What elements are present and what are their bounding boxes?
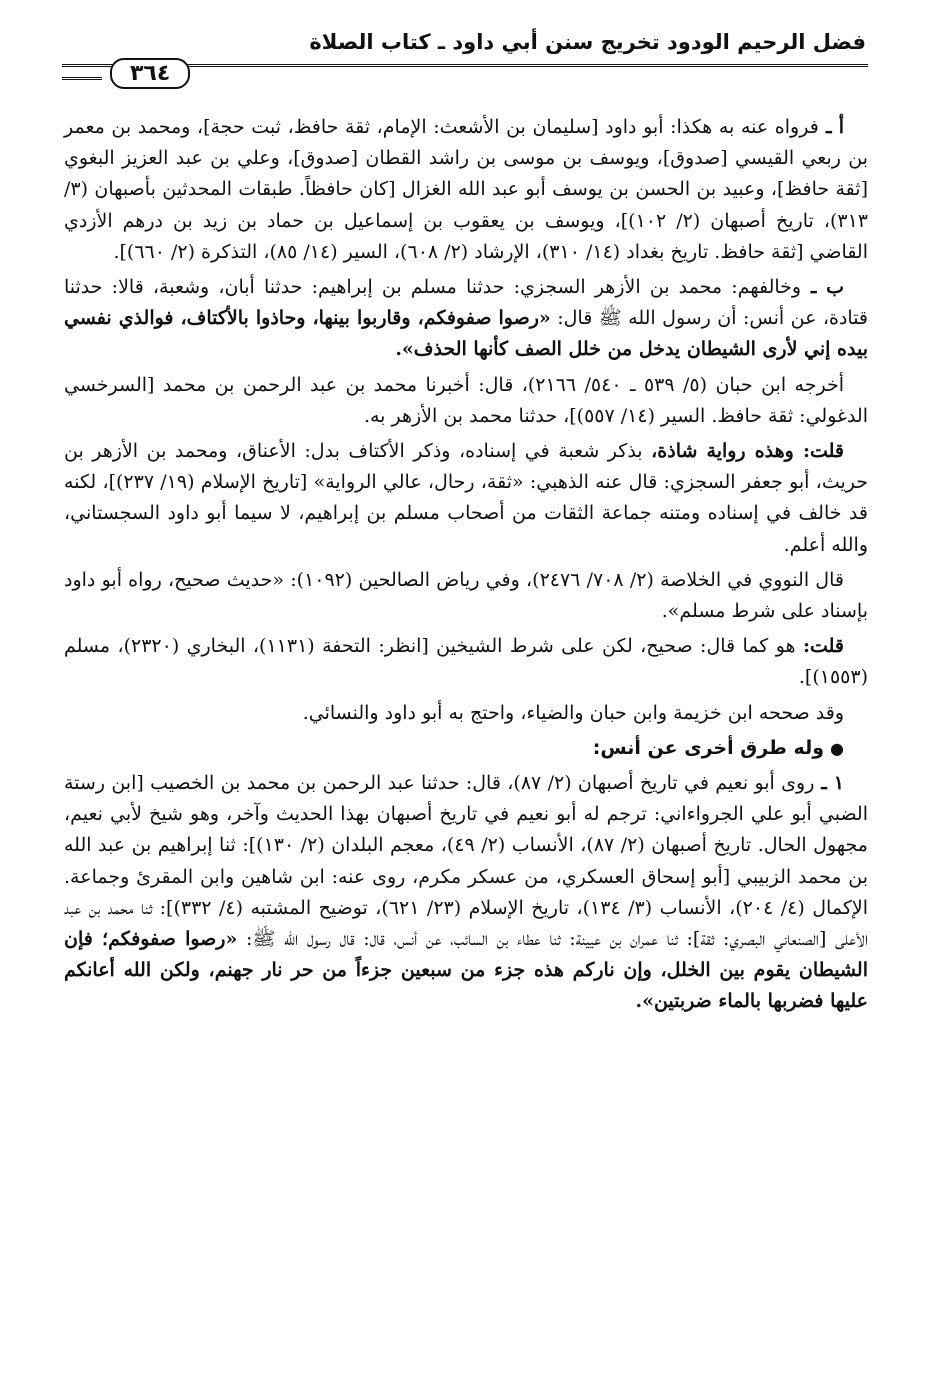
paragraph-text: هو كما قال: صحيح، لكن على شرط الشيخين [انظر: التحفة (١١٣١)، البخاري (٢٣٢٠)، مسلم (١٥٥٣)]. — [64, 635, 868, 689]
paragraph-b — [64, 272, 868, 366]
paragraph-text: روى أبو نعيم في تاريخ أصبهان (٢/ ٨٧)، قال: حدثنا عبد الرحمن بن محمد بن الخصيب [ابن رستة الضبي أبو علي الجرواءاني: ترجم له أبو نعيم في تاريخ أصبهان بهذا الحديث وآخر، وهو شيخ لأبي نعيم، مجهول الحال. تاريخ أصبهان (٢/ ٨٧)، الأنساب (٢/ ٤٩)، معجم البلدان (٢/ ١٣٠)]: ثنا إبراهيم بن عبد الله بن محمد الزبيبي [أبو إسحاق العسكري، من عسكر مكرم، روى عنه: ابن شاهين وابن المقرئ وجماعة. الإكمال (٤/ ٢٠٤)، الأنساب (٣/ ١٣٤)، تاريخ الإسلام (٢٣/ ٦٢١)، توضيح المشتبه (٤/ ٣٣٢)]: ثنا محمد بن عبد الأعلى [الصنعاني البصري: ثقة]: ثنا عمران بن عيينة: ثنا عطاء بن السائب، عن أنس، قال: قال رسول الله ﷺ: — [64, 772, 868, 951]
paragraph-text: قال النووي في الخلاصة (٢/ ٧٠٨/ ٢٤٧٦)، وفي رياض الصالحين (١٠٩٢): «حديث صحيح، رواه أبو داود بإسناد على شرط مسلم». — [64, 568, 868, 623]
bullet-icon: ● — [830, 738, 844, 758]
comment-lead: قلت: — [802, 635, 844, 658]
paragraph-text: فرواه عنه به هكذا: أبو داود [سليمان بن الأشعث: الإمام، ثقة حافظ، ثبت حجة]، ومحمد بن معمر بن ربعي القيسي [صدوق]، ويوسف بن موسى بن راشد القطان [صدوق]، وعلي بن عبد العزيز البغوي [ثقة حافظ]، وعبيد بن الحسن بن يوسف أبو عبد الله الغزال [كان حافظاً. طبقات المحدثين بأصبهان (٣/ ٣١٣)، تاريخ أصبهان (٢/ ١٠٢)]، ويوسف بن يعقوب بن إسماعيل بن حماد بن زيد بن درهم الأزدي القاضي [ثقة حافظ. تاريخ بغداد (١٤/ ٣١٠)، الإرشاد (٢/ ٦٠٨)، السير (١٤/ ٨٥)، التذكرة (٢/ ٦٦٠)]. — [64, 116, 868, 263]
running-title: فضل الرحيم الودود تخريج سنن أبي داود ـ كتاب الصلاة — [309, 30, 866, 54]
paragraph-takhrij — [64, 370, 868, 432]
hadith-quote: «رصوا صفوفكم، وقاربوا بينها، وحاذوا بالأكتاف، فوالذي نفسي بيده إني لأرى الشيطان يدخل من خلل الصف كأنها الحذف». — [64, 307, 868, 361]
section-heading — [64, 733, 868, 764]
paragraph-route-1 — [64, 768, 868, 1018]
paragraph-comment-2 — [64, 631, 868, 693]
comment-lead: قلت: وهذه رواية شاذة، — [651, 440, 844, 463]
item-marker: ب ـ — [801, 276, 844, 299]
paragraph-text: وخالفهم: محمد بن الأزهر السجزي: حدثنا مسلم بن إبراهيم: حدثنا أبان، وشعبة، قالا: حدثنا قتادة، عن أنس: أن رسول الله ﷺ قال: — [64, 276, 869, 330]
heading-text: وله طرق أخرى عن أنس: — [592, 736, 825, 759]
paragraph-sahih — [64, 698, 868, 729]
paragraph-text: أخرجه ابن حبان (٥/ ٥٣٩ ـ ٥٤٠/ ٢١٦٦)، قال: أخبرنا محمد بن عبد الرحمن بن محمد [السرخسي الدغولي: ثقة حافظ. السير (١٤/ ٥٥٧)]، حدثنا محمد بن الأزهر به. — [64, 373, 868, 427]
paragraph-text: بذكر شعبة في إسناده، وذكر الأكتاف بدل: الأعناق، ومحمد بن الأزهر بن حريث، أبو جعفر السجزي: قال عنه الذهبي: «ثقة، رحال، عالي الرواية» [تاريخ الإسلام (١٩/ ٢٣٧)]، لكنه قد خالف في إسناده ومتنه جماعة الثقات من أصحاب مسلم بن إبراهيم، لا سيما أبو داود السجستاني، والله أعلم. — [64, 440, 868, 556]
page-body — [64, 112, 868, 1022]
page-number: ٣٦٤ — [110, 58, 190, 89]
paragraph-a — [64, 112, 868, 268]
hadith-quote: «رصوا صفوفكم؛ فإن الشيطان يقوم بين الخلل، وإن ناركم هذه جزء من سبعين جزءاً من حر نار جهنم، ولكن الله أعانكم عليها فضربها بالماء ضربتين». — [64, 928, 868, 1013]
paragraph-text: وقد صححه ابن خزيمة وابن حبان والضياء، واحتج به أبو داود والنسائي. — [302, 701, 844, 724]
header-rule-left — [62, 77, 102, 80]
item-marker: ١ ـ — [814, 772, 844, 795]
paragraph-comment-1 — [64, 436, 868, 561]
item-marker: أ ـ — [818, 116, 845, 138]
paragraph-nawawi — [64, 565, 868, 627]
page-header — [62, 22, 868, 98]
